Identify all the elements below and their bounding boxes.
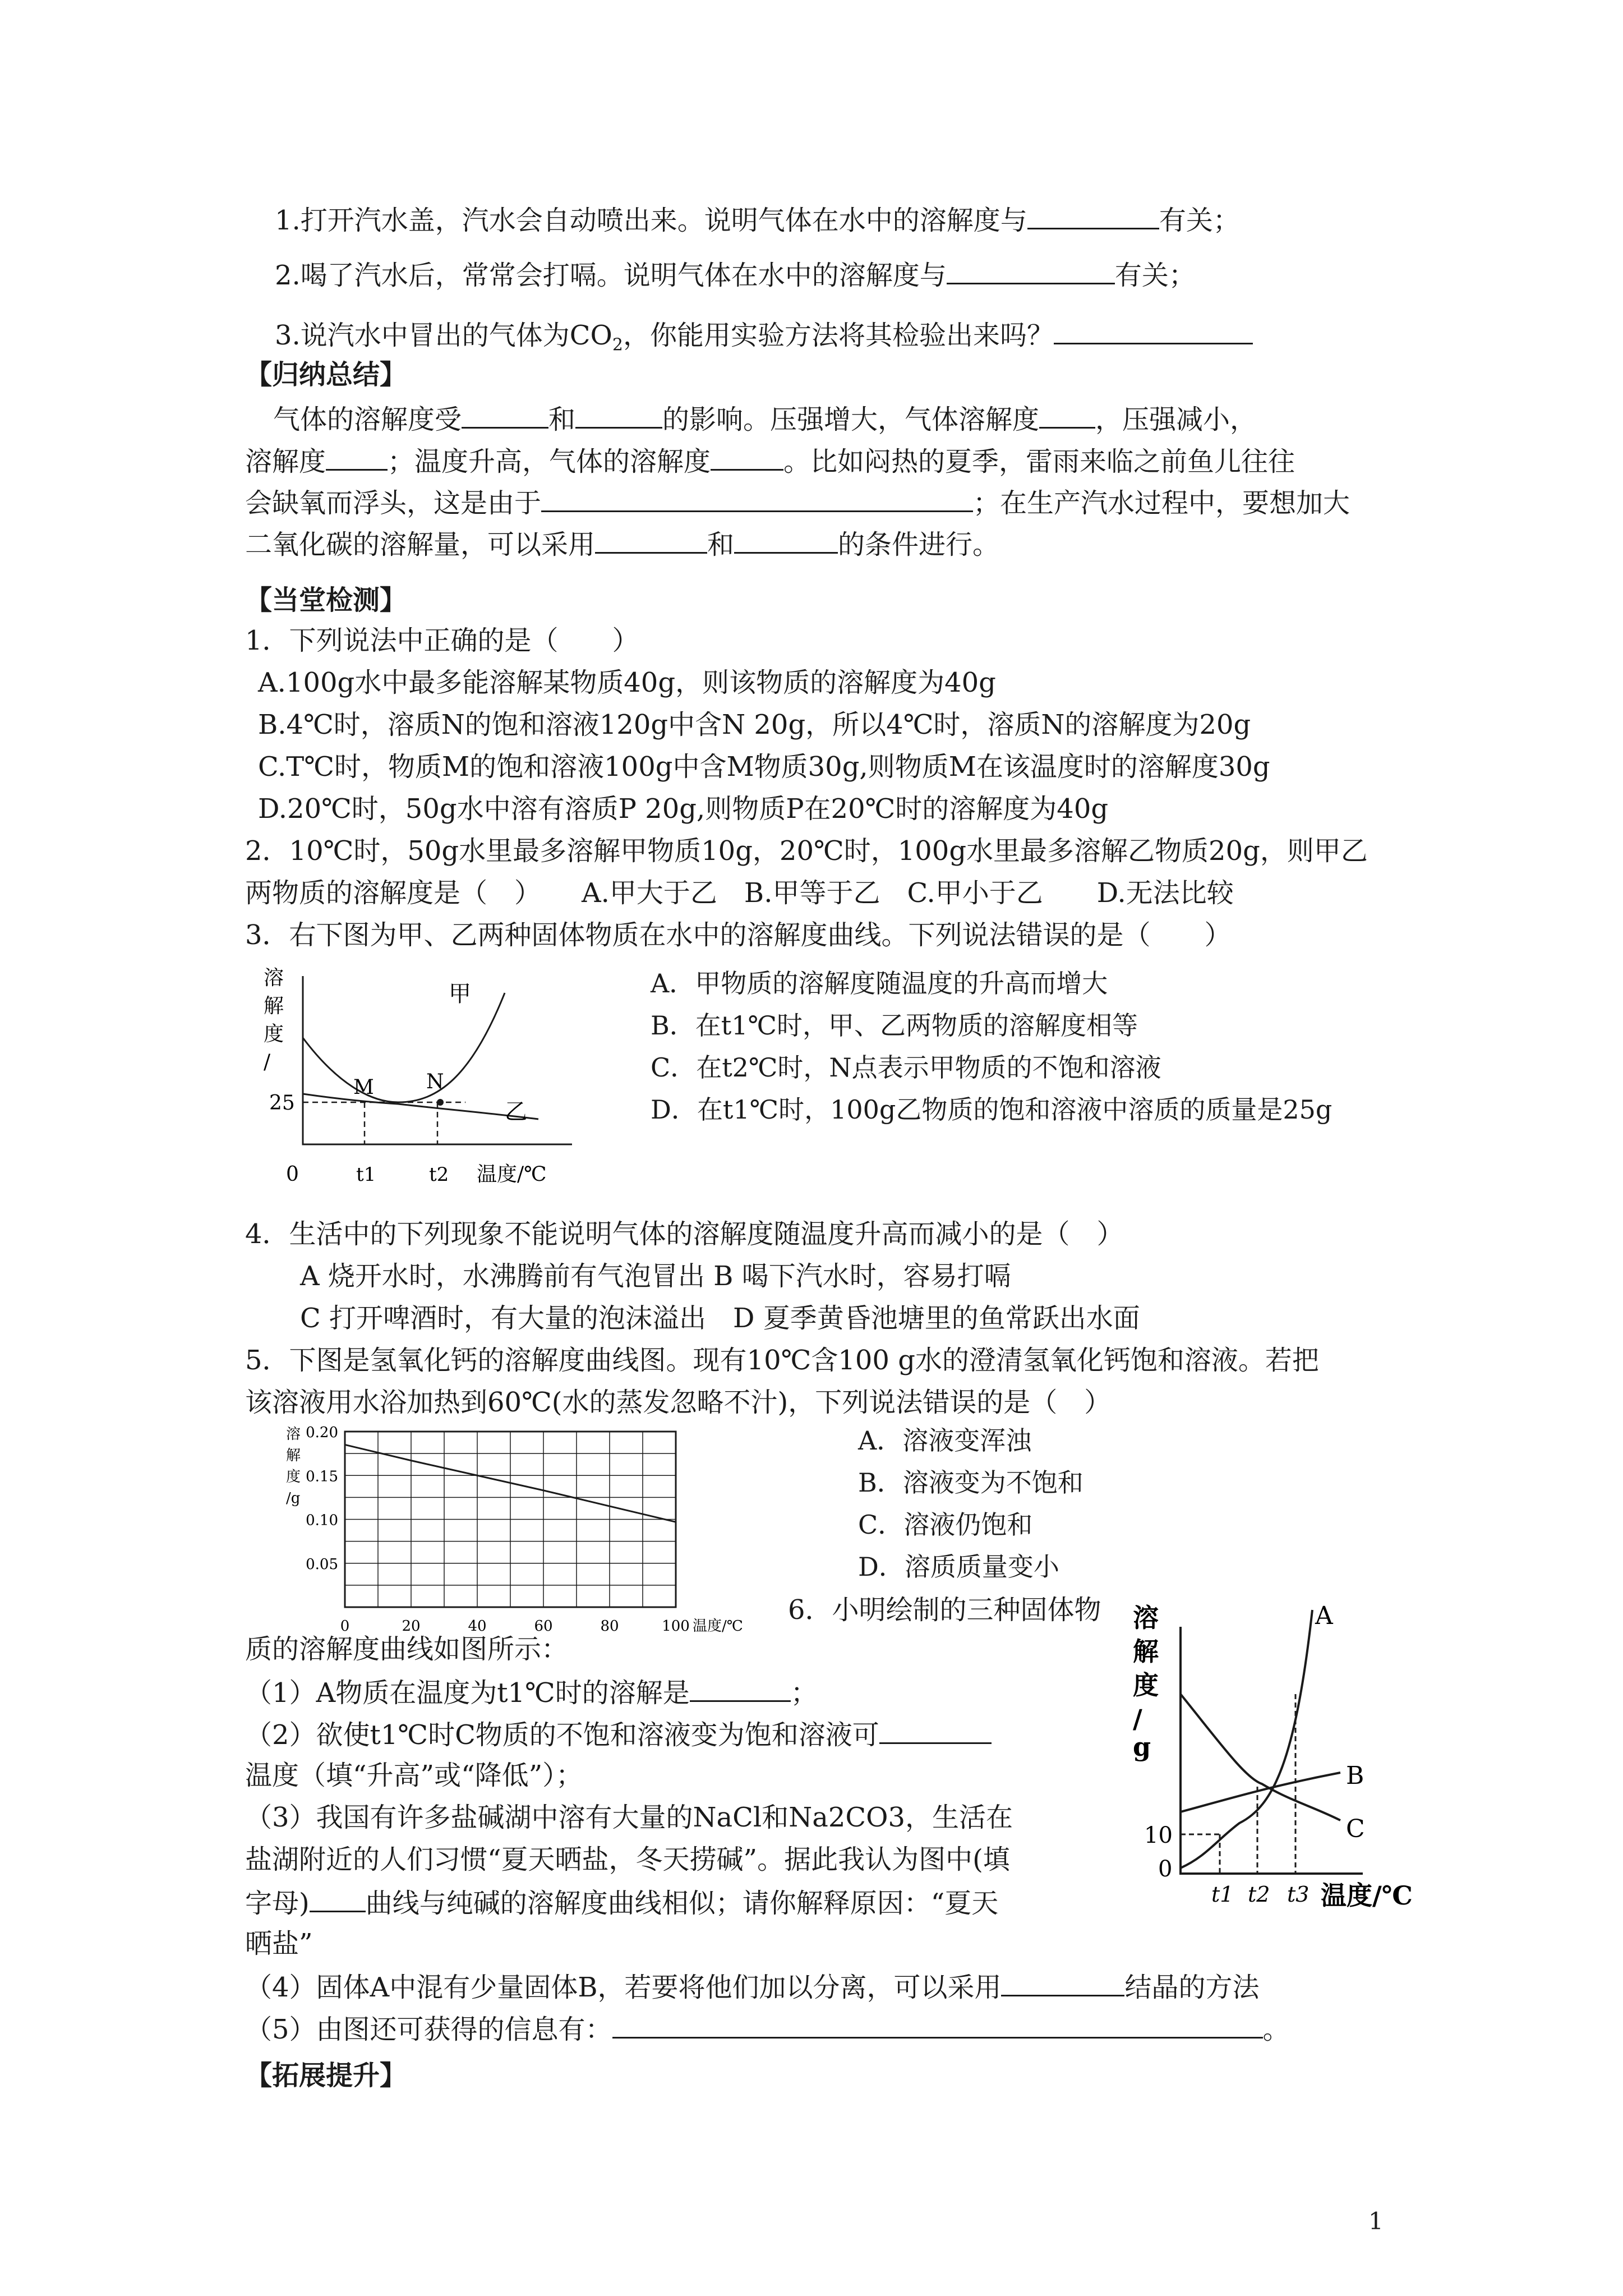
svg-text:溶: 溶 bbox=[264, 967, 284, 990]
chart3-ylabel bbox=[1133, 1603, 1159, 1762]
test-heading: 【当堂检测】 bbox=[245, 585, 407, 616]
answer-blank[interactable] bbox=[734, 526, 838, 554]
chart3-xlabel: 温度/℃ bbox=[1321, 1880, 1413, 1911]
test-q3: 3．右下图为甲、乙两种固体物质在水中的溶解度曲线。下列说法错误的是（ ） bbox=[245, 919, 1232, 951]
series-yi-label: 乙 bbox=[505, 1099, 527, 1125]
test-q5-option-b: B．溶液变为不饱和 bbox=[858, 1467, 1083, 1498]
point-n-label: N bbox=[426, 1070, 444, 1093]
test-q4: 4．生活中的下列现象不能说明气体的溶解度随温度升高而减小的是（ ） bbox=[245, 1218, 1124, 1250]
answer-blank[interactable] bbox=[575, 401, 662, 429]
test-q6-part-2b: 温度（填“升高”或“降低”）； bbox=[245, 1760, 583, 1791]
chart-calcium-hydroxide bbox=[264, 1419, 757, 1632]
chart2-ylabel-char: 溶 bbox=[286, 1426, 301, 1443]
test-q4-options-cd: C 打开啤酒时，有大量的泡沫溢出 D 夏季黄昏池塘里的鱼常跃出水面 bbox=[300, 1303, 1140, 1334]
answer-blank[interactable] bbox=[326, 443, 388, 471]
test-q1-option-c: C.T℃时，物质M的饱和溶液100g中含M物质30g,则物质M在该温度时的溶解度30g bbox=[258, 751, 1270, 783]
x-tick-t2: t2 bbox=[1248, 1882, 1270, 1907]
x-tick-label: 0 bbox=[340, 1618, 350, 1632]
svg-text:/: / bbox=[264, 1051, 271, 1074]
test-q3-option-d: D．在t1℃时，100g乙物质的饱和溶液中溶质的质量是25g bbox=[651, 1094, 1332, 1125]
test-q6-part-3e: 晒盐” bbox=[245, 1928, 313, 1959]
y-tick-label: 0.10 bbox=[306, 1512, 338, 1529]
answer-blank[interactable] bbox=[879, 1717, 992, 1744]
test-q3-option-b: B．在t1℃时，甲、乙两物质的溶解度相等 bbox=[651, 1010, 1138, 1041]
x-tick-label: 60 bbox=[534, 1618, 553, 1632]
origin-label: 0 bbox=[286, 1163, 299, 1186]
test-q1: 1．下列说法中正确的是（ ） bbox=[245, 625, 639, 656]
x-tick-t1: t1 bbox=[356, 1163, 376, 1186]
test-q5-line-2: 该溶液用水浴加热到60℃(水的蒸发忽略不汁)，下列说法错误的是（ ） bbox=[245, 1387, 1112, 1418]
series-c-label: C bbox=[1346, 1815, 1365, 1843]
intro-q1: 1.打开汽水盖，汽水会自动喷出来。说明气体在水中的溶解度与 有关； bbox=[275, 202, 1240, 237]
test-q6-part-3b: 盐湖附近的人们习惯“夏天晒盐，冬天捞碱”。据此我认为图中(填 bbox=[245, 1844, 1010, 1875]
y-axis bbox=[1181, 1627, 1363, 1874]
extend-heading: 【拓展提升】 bbox=[245, 2060, 407, 2091]
summary-line-3: 会缺氧而浮头，这是由于 ；在生产汽水过程中，要想加大 bbox=[245, 485, 1350, 520]
series-c-curve bbox=[1181, 1694, 1340, 1820]
test-q6-line-2: 质的溶解度曲线如图所示： bbox=[245, 1634, 569, 1665]
test-q5-option-a: A．溶液变浑浊 bbox=[858, 1425, 1032, 1456]
chart1-xlabel: 温度/℃ bbox=[477, 1163, 547, 1186]
chart2-ylabel-char: 度 bbox=[286, 1469, 301, 1485]
test-q6-line-1: 6．小明绘制的三种固体物 bbox=[788, 1594, 1101, 1626]
svg-text:溶: 溶 bbox=[1133, 1603, 1159, 1633]
intro-q2: 2.喝了汽水后，常常会打嗝。说明气体在水中的溶解度与 有关； bbox=[275, 257, 1196, 292]
chart-abc bbox=[1127, 1593, 1430, 1918]
svg-text:解: 解 bbox=[264, 995, 284, 1018]
chart-jia-yi bbox=[247, 959, 594, 1195]
test-q5-option-d: D．溶质质量变小 bbox=[858, 1552, 1059, 1582]
summary-heading: 【归纳总结】 bbox=[245, 359, 407, 390]
x-tick-label: 100 bbox=[662, 1618, 690, 1632]
test-q6-part-4: （4）固体A中混有少量固体B，若要将他们加以分离，可以采用 结晶的方法 bbox=[245, 1969, 1260, 2004]
origin-label: 0 bbox=[1158, 1856, 1173, 1882]
chart2-ylabel-char: 解 bbox=[286, 1447, 301, 1464]
x-tick-label: 40 bbox=[468, 1618, 487, 1632]
answer-blank[interactable] bbox=[1039, 401, 1095, 429]
chart1-ylabel bbox=[264, 967, 284, 1074]
y-tick-label: 0.05 bbox=[306, 1556, 338, 1573]
answer-blank[interactable] bbox=[1027, 202, 1159, 229]
svg-text:g: g bbox=[1133, 1732, 1151, 1762]
y-tick-10: 10 bbox=[1144, 1823, 1173, 1848]
test-q5-option-c: C．溶液仍饱和 bbox=[858, 1510, 1033, 1540]
series-b-label: B bbox=[1346, 1761, 1364, 1790]
test-q3-option-a: A．甲物质的溶解度随温度的升高而增大 bbox=[651, 968, 1108, 999]
y-tick-label: 0.15 bbox=[306, 1468, 338, 1485]
series-a-curve bbox=[1181, 1610, 1312, 1868]
svg-text:解: 解 bbox=[1133, 1636, 1159, 1667]
answer-blank[interactable] bbox=[1001, 1969, 1124, 1996]
series-jia-label: 甲 bbox=[449, 981, 471, 1007]
y-tick-label: 0.20 bbox=[306, 1424, 338, 1441]
intro-q3: 3.说汽水中冒出的气体为$CO_2$，你能用实验方法将其检验出来吗？ bbox=[275, 317, 1253, 362]
x-tick-t2: t2 bbox=[429, 1163, 449, 1186]
test-q1-option-d: D.20℃时，50g水中溶有溶质P 20g,则物质P在20℃时的溶解度为40g bbox=[258, 793, 1109, 825]
summary-line-2: 溶解度 ；温度升高，气体的溶解度 。比如闷热的夏季，雷雨来临之前鱼儿往往 bbox=[245, 443, 1295, 478]
test-q6-part-3c: 字母) 曲线与纯碱的溶解度曲线相似；请你解释原因：“夏天 bbox=[245, 1885, 998, 1920]
x-tick-label: 80 bbox=[600, 1618, 619, 1632]
test-q3-option-c: C．在t2℃时，N点表示甲物质的不饱和溶液 bbox=[651, 1052, 1161, 1083]
point-m-label: M bbox=[353, 1076, 374, 1099]
test-q1-option-b: B.4℃时，溶质N的饱和溶液120g中含N 20g，所以4℃时，溶质N的溶解度为20g bbox=[258, 709, 1251, 740]
test-q6-part-3a: （3）我国有许多盐碱湖中溶有大量的NaCl和Na2CO3，生活在 bbox=[245, 1802, 1013, 1833]
svg-text:度: 度 bbox=[1133, 1670, 1159, 1700]
y-tick-25: 25 bbox=[269, 1092, 295, 1115]
test-q5-line-1: 5．下图是氢氧化钙的溶解度曲线图。现有10℃含100 g水的澄清氢氧化钙饱和溶液。若把 bbox=[245, 1345, 1319, 1376]
page-number: 1 bbox=[1368, 2207, 1384, 2235]
test-q2-line-1: 2．10℃时，50g水里最多溶解甲物质10g，20℃时，100g水里最多溶解乙物质20g，则甲乙 bbox=[245, 835, 1368, 867]
summary-line-4: 二氧化碳的溶解量，可以采用 和 的条件进行。 bbox=[245, 526, 999, 562]
answer-blank[interactable] bbox=[690, 1674, 791, 1702]
x-tick-t1: t1 bbox=[1211, 1882, 1234, 1907]
series-jia-curve bbox=[303, 993, 505, 1102]
test-q4-options-ab: A 烧开水时，水沸腾前有气泡冒出 B 喝下汽水时，容易打嗝 bbox=[300, 1260, 1011, 1292]
answer-blank[interactable] bbox=[541, 485, 973, 512]
x-tick-label: 20 bbox=[402, 1618, 421, 1632]
x-tick-t3: t3 bbox=[1287, 1882, 1310, 1907]
answer-blank[interactable] bbox=[612, 2011, 1263, 2039]
series-a-label: A bbox=[1315, 1602, 1333, 1630]
answer-blank[interactable] bbox=[947, 257, 1115, 284]
test-q1-option-a: A.100g水中最多能溶解某物质40g，则该物质的溶解度为40g bbox=[258, 667, 996, 698]
test-q6-part-5: （5）由图还可获得的信息有： 。 bbox=[245, 2011, 1290, 2046]
answer-blank[interactable] bbox=[1054, 317, 1253, 344]
test-q2-line-2: 两物质的溶解度是（ ） A.甲大于乙 B.甲等于乙 C.甲小于乙 D.无法比较 bbox=[245, 877, 1234, 909]
chart2-ylabel-unit: /g bbox=[286, 1490, 301, 1507]
test-q6-part-2: （2）欲使t1℃时C物质的不饱和溶液变为饱和溶液可 bbox=[245, 1717, 992, 1752]
answer-blank[interactable] bbox=[711, 443, 783, 471]
svg-text:度: 度 bbox=[264, 1023, 284, 1046]
svg-text:/: / bbox=[1133, 1704, 1142, 1734]
answer-blank[interactable] bbox=[595, 526, 707, 554]
summary-line-1: 气体的溶解度受 和 的影响。压强增大，气体溶解度 ，压强减小， bbox=[273, 401, 1257, 436]
point-n bbox=[437, 1099, 444, 1106]
answer-blank[interactable] bbox=[310, 1885, 366, 1912]
answer-blank[interactable] bbox=[462, 401, 548, 429]
chart2-xlabel: 温度/℃ bbox=[693, 1618, 743, 1632]
series-yi-curve bbox=[303, 1094, 538, 1119]
test-q6-part-1: （1）A物质在温度为t1℃时的溶解是 ； bbox=[245, 1674, 818, 1710]
